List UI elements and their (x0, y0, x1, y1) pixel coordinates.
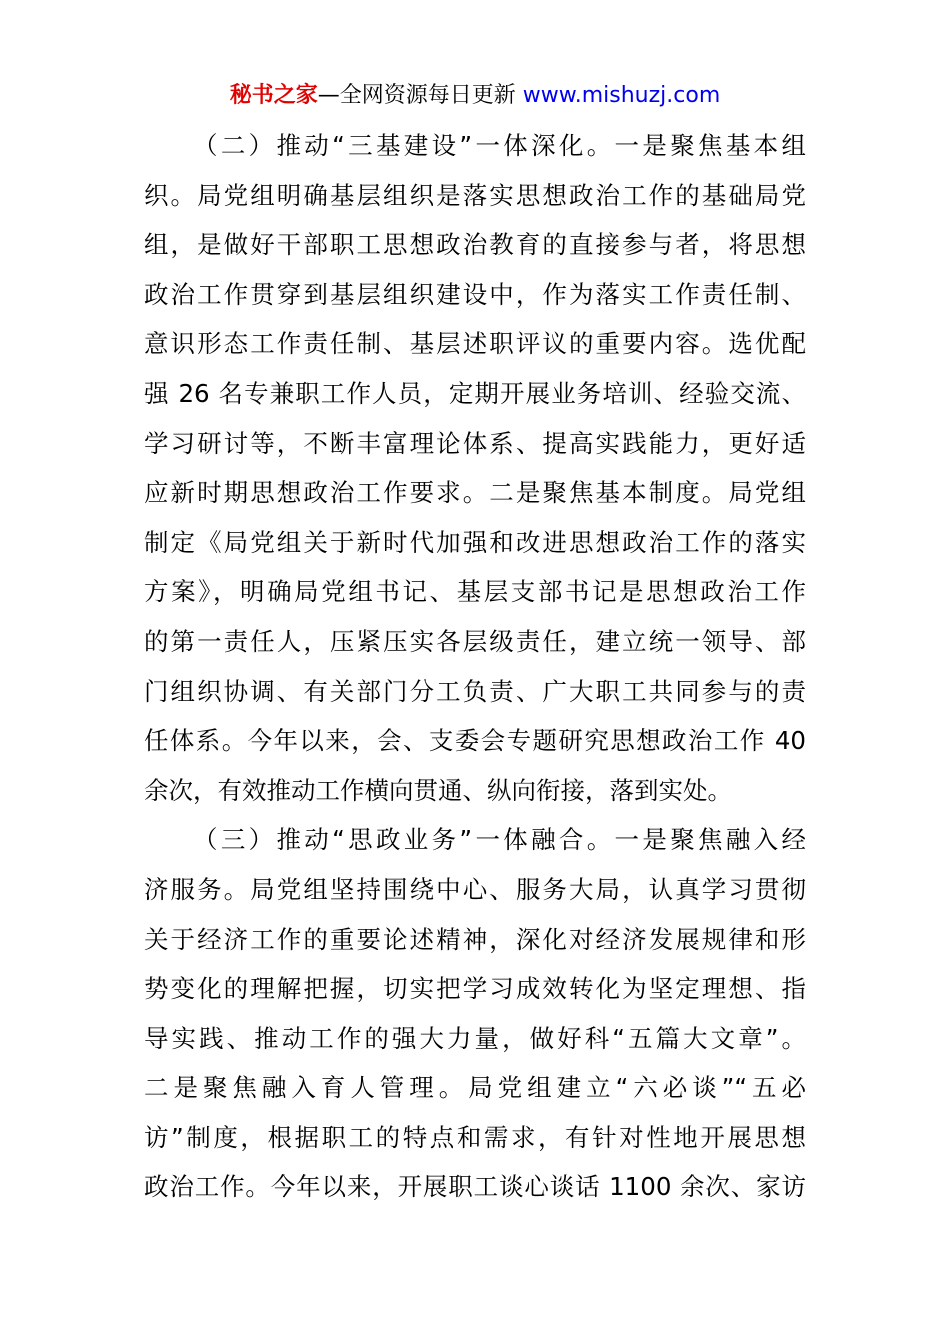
site-url-link[interactable]: www.mishuzj.com (522, 83, 721, 108)
text-line: 门组织协调、有关部门分工负责、广大职工共同参与的责 (144, 676, 806, 706)
header-tagline: —全网资源每日更新 (317, 83, 523, 108)
brand-name: 秘书之家 (229, 83, 318, 108)
text-line: 意识形态工作责任制、基层述职评议的重要内容。选优配 (144, 329, 806, 359)
text-line: 政治工作贯穿到基层组织建设中，作为落实工作责任制、 (144, 279, 806, 309)
text-line: 方案》，明确局党组书记、基层支部书记是思想政治工作 (144, 577, 806, 607)
document-body (144, 121, 806, 1212)
text-line: 强 26 名专兼职工作人员，定期开展业务培训、经验交流、 (144, 378, 806, 408)
text-line: 关于经济工作的重要论述精神，深化对经济发展规律和形 (144, 924, 806, 954)
paragraph (144, 815, 806, 1212)
text-line: 制定《局党组关于新时代加强和改进思想政治工作的落实 (144, 527, 806, 557)
text-line: 访”制度，根据职工的特点和需求，有针对性地开展思想 (144, 1122, 806, 1152)
text-line: 织。局党组明确基层组织是落实思想政治工作的基础局党 (144, 180, 806, 210)
text-line: 势变化的理解把握，切实把学习成效转化为坚定理想、指 (144, 974, 806, 1004)
text-line: 应新时期思想政治工作要求。二是聚焦基本制度。局党组 (144, 478, 806, 508)
site-header (0, 79, 950, 113)
text-line: 组，是做好干部职工思想政治教育的直接参与者，将思想 (144, 230, 806, 260)
text-line: 导实践、推动工作的强大力量，做好科“五篇大文章”。 (144, 1023, 806, 1053)
text-line: 济服务。局党组坚持围绕中心、服务大局，认真学习贯彻 (144, 874, 806, 904)
text-line: 任体系。今年以来，会、支委会专题研究思想政治工作 40 (144, 726, 806, 756)
text-line: 学习研讨等，不断丰富理论体系、提高实践能力，更好适 (144, 428, 806, 458)
paragraph (144, 121, 806, 815)
text-line: （三）推动“思政业务”一体融合。一是聚焦融入经 (193, 825, 806, 855)
text-line: 的第一责任人，压紧压实各层级责任，建立统一领导、部 (144, 626, 806, 656)
text-line: 二是聚焦融入育人管理。局党组建立“六必谈”“五必 (144, 1073, 806, 1103)
text-line: （二）推动“三基建设”一体深化。一是聚焦基本组 (193, 131, 806, 160)
text-line: 政治工作。今年以来，开展职工谈心谈话 1100 余次、家访 (144, 1172, 806, 1202)
text-line: 余次，有效推动工作横向贯通、纵向衔接，落到实处。 (144, 775, 732, 805)
